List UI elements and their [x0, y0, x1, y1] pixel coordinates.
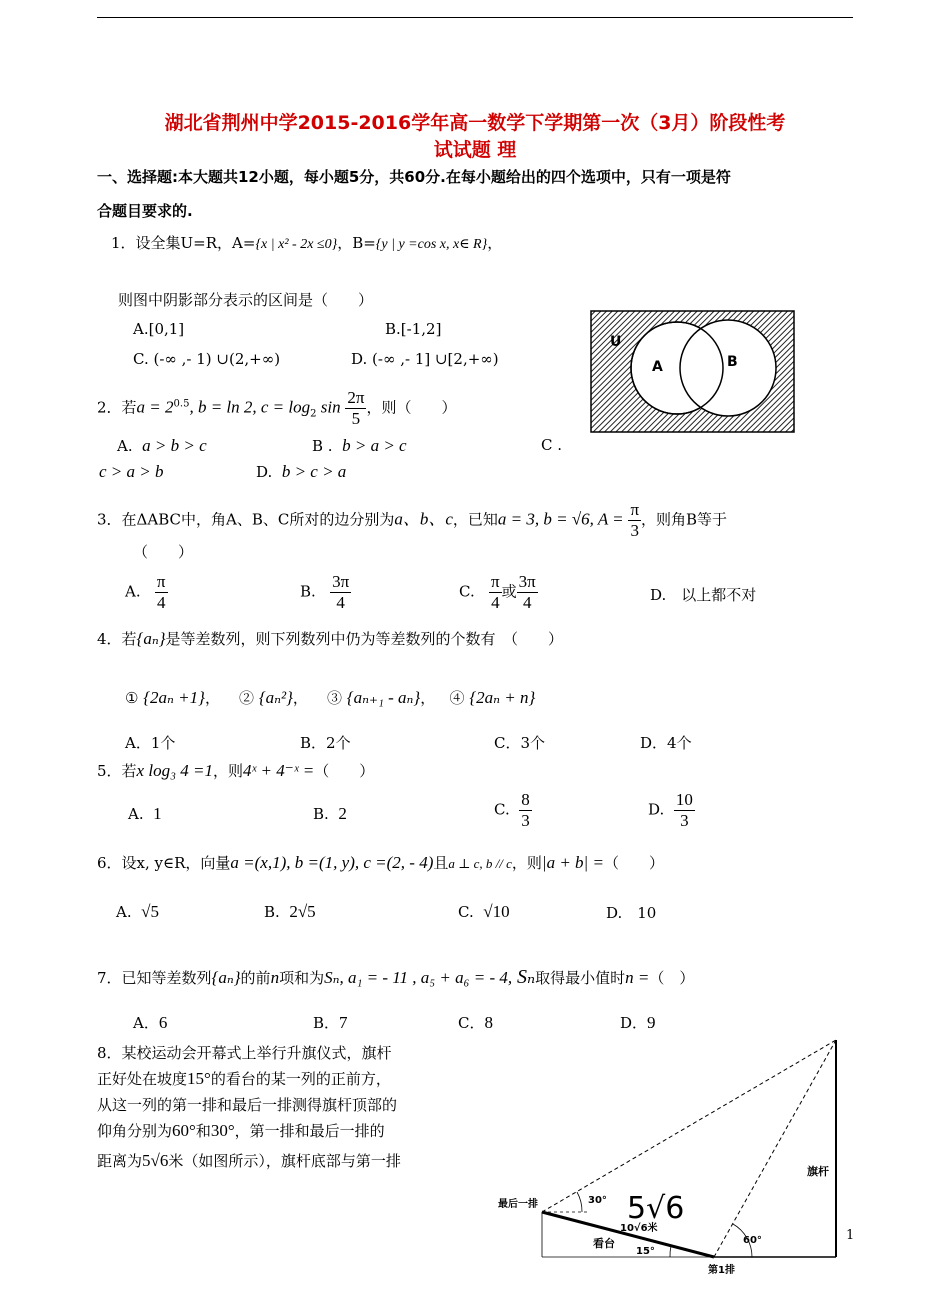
q4-stem: 4．若{aₙ}是等差数列，则下列数列中仍为等差数列的个数有 （ ）: [97, 629, 564, 648]
q1-option-a: A.[0,1]: [133, 320, 185, 338]
flagpole-figure: [490, 1035, 860, 1280]
fig-label-pole: 旗杆: [807, 1165, 829, 1178]
title-line-1: 湖北省荆州中学2015-2016学年高一数学下学期第一次（3月）阶段性考: [164, 112, 786, 134]
q6-option-c: C. √10: [458, 902, 510, 921]
sight-line-last: [542, 1040, 836, 1212]
q1-option-c: C. (-∞ ,- 1) ∪(2,+∞): [133, 350, 281, 368]
q2-option-d: D. b > c > a: [256, 462, 347, 481]
q1-option-b: B.[-1,2]: [385, 320, 442, 338]
q3-option-d: D. 以上都不对: [650, 586, 757, 604]
q1-set-a: {x | x² - 2x ≤0}: [255, 237, 338, 252]
section-heading-cont: 合题目要求的.: [97, 202, 193, 220]
title-line-2: 试试题 理: [433, 139, 517, 161]
venn-label-u: U: [610, 334, 622, 350]
q3-option-a: A. $\frac{\pi}{4}$: [125, 572, 166, 612]
q2-option-c: c > a > b: [99, 462, 164, 481]
q5-option-c: C. $\frac{8}{3}$: [494, 790, 530, 830]
header-rule: [97, 17, 853, 18]
fig-label-stand: 看台: [593, 1237, 615, 1250]
q2-option-b: B . b > a > c: [312, 436, 407, 455]
q6-option-d: D. 10: [606, 904, 657, 922]
q3-line2: （ ）: [133, 543, 194, 561]
fig-angle-15: 15°: [636, 1246, 655, 1257]
fig-distance-small: 10√6米: [620, 1223, 658, 1234]
q3-stem: 3．在ΔABC中，角A、B、C所对的边分别为a、b、c，已知a = 3, b = √6, A = $\frac{\pi}{3}$ ，则角B等于: [97, 500, 728, 540]
q5-option-d: D. $\frac{10}{3}$: [648, 790, 693, 830]
q5-stem: 5．若x log₃ 4 =1，则4ˣ + 4⁻ˣ =（ ）: [97, 761, 375, 780]
q8-line4: 仰角分别为60°和30°，第一排和最后一排的: [97, 1121, 385, 1140]
q4-items: ① {2aₙ +1}， ② {aₙ²}， ③ {aₙ₊₁ - aₙ}， ④ {2aₙ + n}: [125, 688, 536, 707]
q7-option-c: C．8: [458, 1013, 493, 1032]
q1-option-d: D. (-∞ ,- 1] ∪[2,+∞): [351, 350, 499, 368]
q2-option-a: A. a > b > c: [117, 436, 207, 455]
venn-label-a: A: [652, 359, 663, 375]
q6-stem: 6．设x, y∈R，向量a =(x,1), b =(1, y), c =(2, - 4)且a ⊥ c, b // c，则|a + b| =（ ）: [97, 853, 664, 872]
q3-option-c: C. $\frac{\pi}{4}$ 或 $\frac{3\pi}{4}$: [459, 572, 536, 612]
q2-fraction: $\frac{2\pi}{5}$: [347, 388, 365, 428]
fig-angle-30: 30°: [588, 1195, 607, 1206]
q5-option-a: A. 1: [128, 804, 162, 823]
q8-line2: 正好处在坡度15°的看台的某一列的正前方，: [97, 1069, 391, 1088]
q6-option-b: B. 2√5: [264, 902, 316, 921]
q1-set-b: {y | y =cos x, x∈ R}: [375, 237, 488, 252]
q4-option-d: D．4个: [640, 734, 692, 752]
q7-stem: 7．已知等差数列{aₙ}的前n项和为Sₙ, a₁ = - 11 , a₅ + a₆ = - 4, Sₙ取得最小值时n =（ ）: [97, 966, 695, 988]
q5-option-b: B. 2: [313, 804, 347, 823]
q8-line3: 从这一列的第一排和最后一排测得旗杆顶部的: [97, 1096, 398, 1114]
q4-option-c: C．3个: [494, 734, 546, 752]
q3-option-b: B. $\frac{3\pi}{4}$: [300, 572, 350, 612]
q7-option-a: A．6: [133, 1013, 168, 1032]
q1-stem: 1．设全集U=R，A={x | x² - 2x ≤0}，B={y | y =cos x, x∈ R}，: [111, 234, 503, 252]
fig-distance-big: 5√6: [627, 1191, 685, 1226]
q7-option-d: D．9: [620, 1013, 656, 1032]
q1-line2: 则图中阴影部分表示的区间是（ ）: [118, 291, 374, 309]
q7-option-b: B．7: [313, 1013, 348, 1032]
q2-stem: 2．若$a = 2^{0.5}$, b = ln 2, $c = \log_2 \sin$ $\frac{2\pi}{5}$ ，则（ ）: [97, 388, 457, 428]
q2-option-c-label: C .: [541, 436, 563, 454]
sight-line-first: [714, 1040, 836, 1257]
q8-line5: 距离为5√6米（如图所示），旗杆底部与第一排: [97, 1151, 401, 1170]
q8-line1: 8．某校运动会开幕式上举行升旗仪式，旗杆: [97, 1044, 392, 1062]
section-heading: 一、选择题:本大题共12小题，每小题5分，共60分.在每小题给出的四个选项中，只有一项是符: [97, 168, 731, 186]
fig-label-first-row: 第1排: [708, 1265, 735, 1276]
fig-label-last-row: 最后一排: [498, 1199, 538, 1210]
q4-option-b: B．2个: [300, 734, 351, 752]
venn-label-b: B: [727, 354, 738, 370]
q4-option-a: A．1个: [125, 734, 176, 752]
q6-option-a: A. √5: [116, 902, 159, 921]
venn-diagram: [590, 310, 796, 434]
fig-angle-60: 60°: [743, 1235, 762, 1246]
page-number: 1: [846, 1228, 855, 1243]
